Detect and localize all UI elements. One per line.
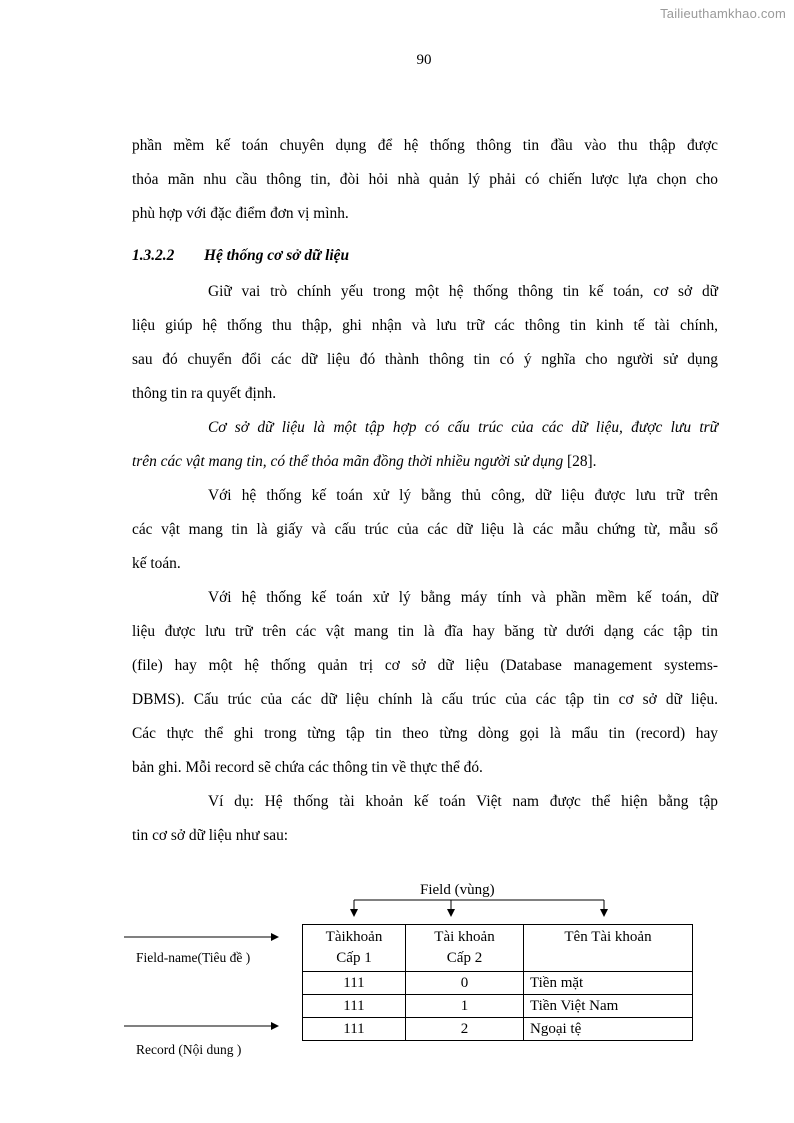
header-cell: Tên Tài khoản <box>524 925 693 972</box>
text-line: phần mềm kế toán chuyên dụng để hệ thống thông tin đầu vào thu thập được <box>132 137 718 154</box>
record-label: Record (Nội dung ) <box>136 1042 242 1057</box>
table-cell: 111 <box>303 995 406 1018</box>
text-line: sau đó chuyển đổi các dữ liệu đó thành thông tin có ý nghĩa cho người sử dụng <box>132 351 718 368</box>
table-cell: Ngoại tệ <box>524 1018 693 1041</box>
text-line: tin cơ sở dữ liệu như sau: <box>132 827 289 844</box>
table-row <box>303 972 693 995</box>
text-line: liệu được lưu trữ trên các vật mang tin là đĩa hay băng từ dưới dạng các tập tin <box>132 623 718 640</box>
table-cell: 1 <box>406 995 524 1018</box>
text-line: DBMS). Cấu trúc của các dữ liệu chính là cấu trúc của các tập tin cơ sở dữ liệu. <box>132 691 718 708</box>
text-line: Với hệ thống kế toán xử lý bằng máy tính và phần mềm kế toán, dữ <box>208 589 718 606</box>
accounts-table <box>302 924 693 1041</box>
header-cell: Tàikhoản Cấp 1 <box>303 925 406 972</box>
text-line: Với hệ thống kế toán xử lý bằng thủ công, dữ liệu được lưu trữ trên <box>208 487 718 504</box>
table-cell: 111 <box>303 1018 406 1041</box>
field-bracket <box>354 900 604 916</box>
table-cell: Tiền Việt Nam <box>524 995 693 1018</box>
text-line: phù hợp với đặc điểm đơn vị mình. <box>132 205 349 222</box>
field-label: Field (vùng) <box>420 882 495 898</box>
header-cell: Tài khoản Cấp 2 <box>406 925 524 972</box>
table-cell: Tiền mặt <box>524 972 693 995</box>
table-cell: 111 <box>303 972 406 995</box>
text-line: kế toán. <box>132 555 181 572</box>
definition-line: Cơ sở dữ liệu là một tập hợp có cấu trúc của các dữ liệu, được lưu trữ <box>208 419 718 436</box>
table-header-row <box>303 925 693 972</box>
text-line: Ví dụ: Hệ thống tài khoản kế toán Việt nam được thể hiện bằng tập <box>208 793 718 810</box>
table-row <box>303 1018 693 1041</box>
text-line: Các thực thể ghi trong từng tập tin theo từng dòng gọi là mẩu tin (record) hay <box>132 725 718 742</box>
text-line: các vật mang tin là giấy và cấu trúc của các dữ liệu là các mẫu chứng từ, mẫu sổ <box>132 521 718 538</box>
text-line: liệu giúp hệ thống thu thập, ghi nhận và lưu trữ các thông tin kinh tế tài chính, <box>132 317 718 334</box>
section-title: Hệ thống cơ sở dữ liệu <box>204 247 350 264</box>
text-line: Giữ vai trò chính yếu trong một hệ thống thông tin kế toán, cơ sở dữ <box>208 283 718 300</box>
text-line: (file) hay một hệ thống quản trị cơ sở dữ liệu (Database management systems- <box>132 657 718 674</box>
watermark: Tailieuthamkhao.com <box>660 6 786 21</box>
section-number: 1.3.2.2 <box>132 247 175 264</box>
page-number: 90 <box>416 52 432 68</box>
text-line: thông tin ra quyết định. <box>132 385 277 402</box>
table-cell: 0 <box>406 972 524 995</box>
definition-line: trên các vật mang tin, có thể thỏa mãn đồng thời nhiều người sử dụng <box>132 453 564 470</box>
text-line: bản ghi. Mỗi record sẽ chứa các thông tin về thực thể đó. <box>132 759 483 776</box>
table-cell: 2 <box>406 1018 524 1041</box>
text-line: thỏa mãn nhu cầu thông tin, đòi hỏi nhà quản lý phải có chiến lược lựa chọn cho <box>132 171 718 188</box>
citation: [28]. <box>563 453 597 470</box>
table-row <box>303 995 693 1018</box>
field-name-label: Field-name(Tiêu đề ) <box>136 950 251 965</box>
